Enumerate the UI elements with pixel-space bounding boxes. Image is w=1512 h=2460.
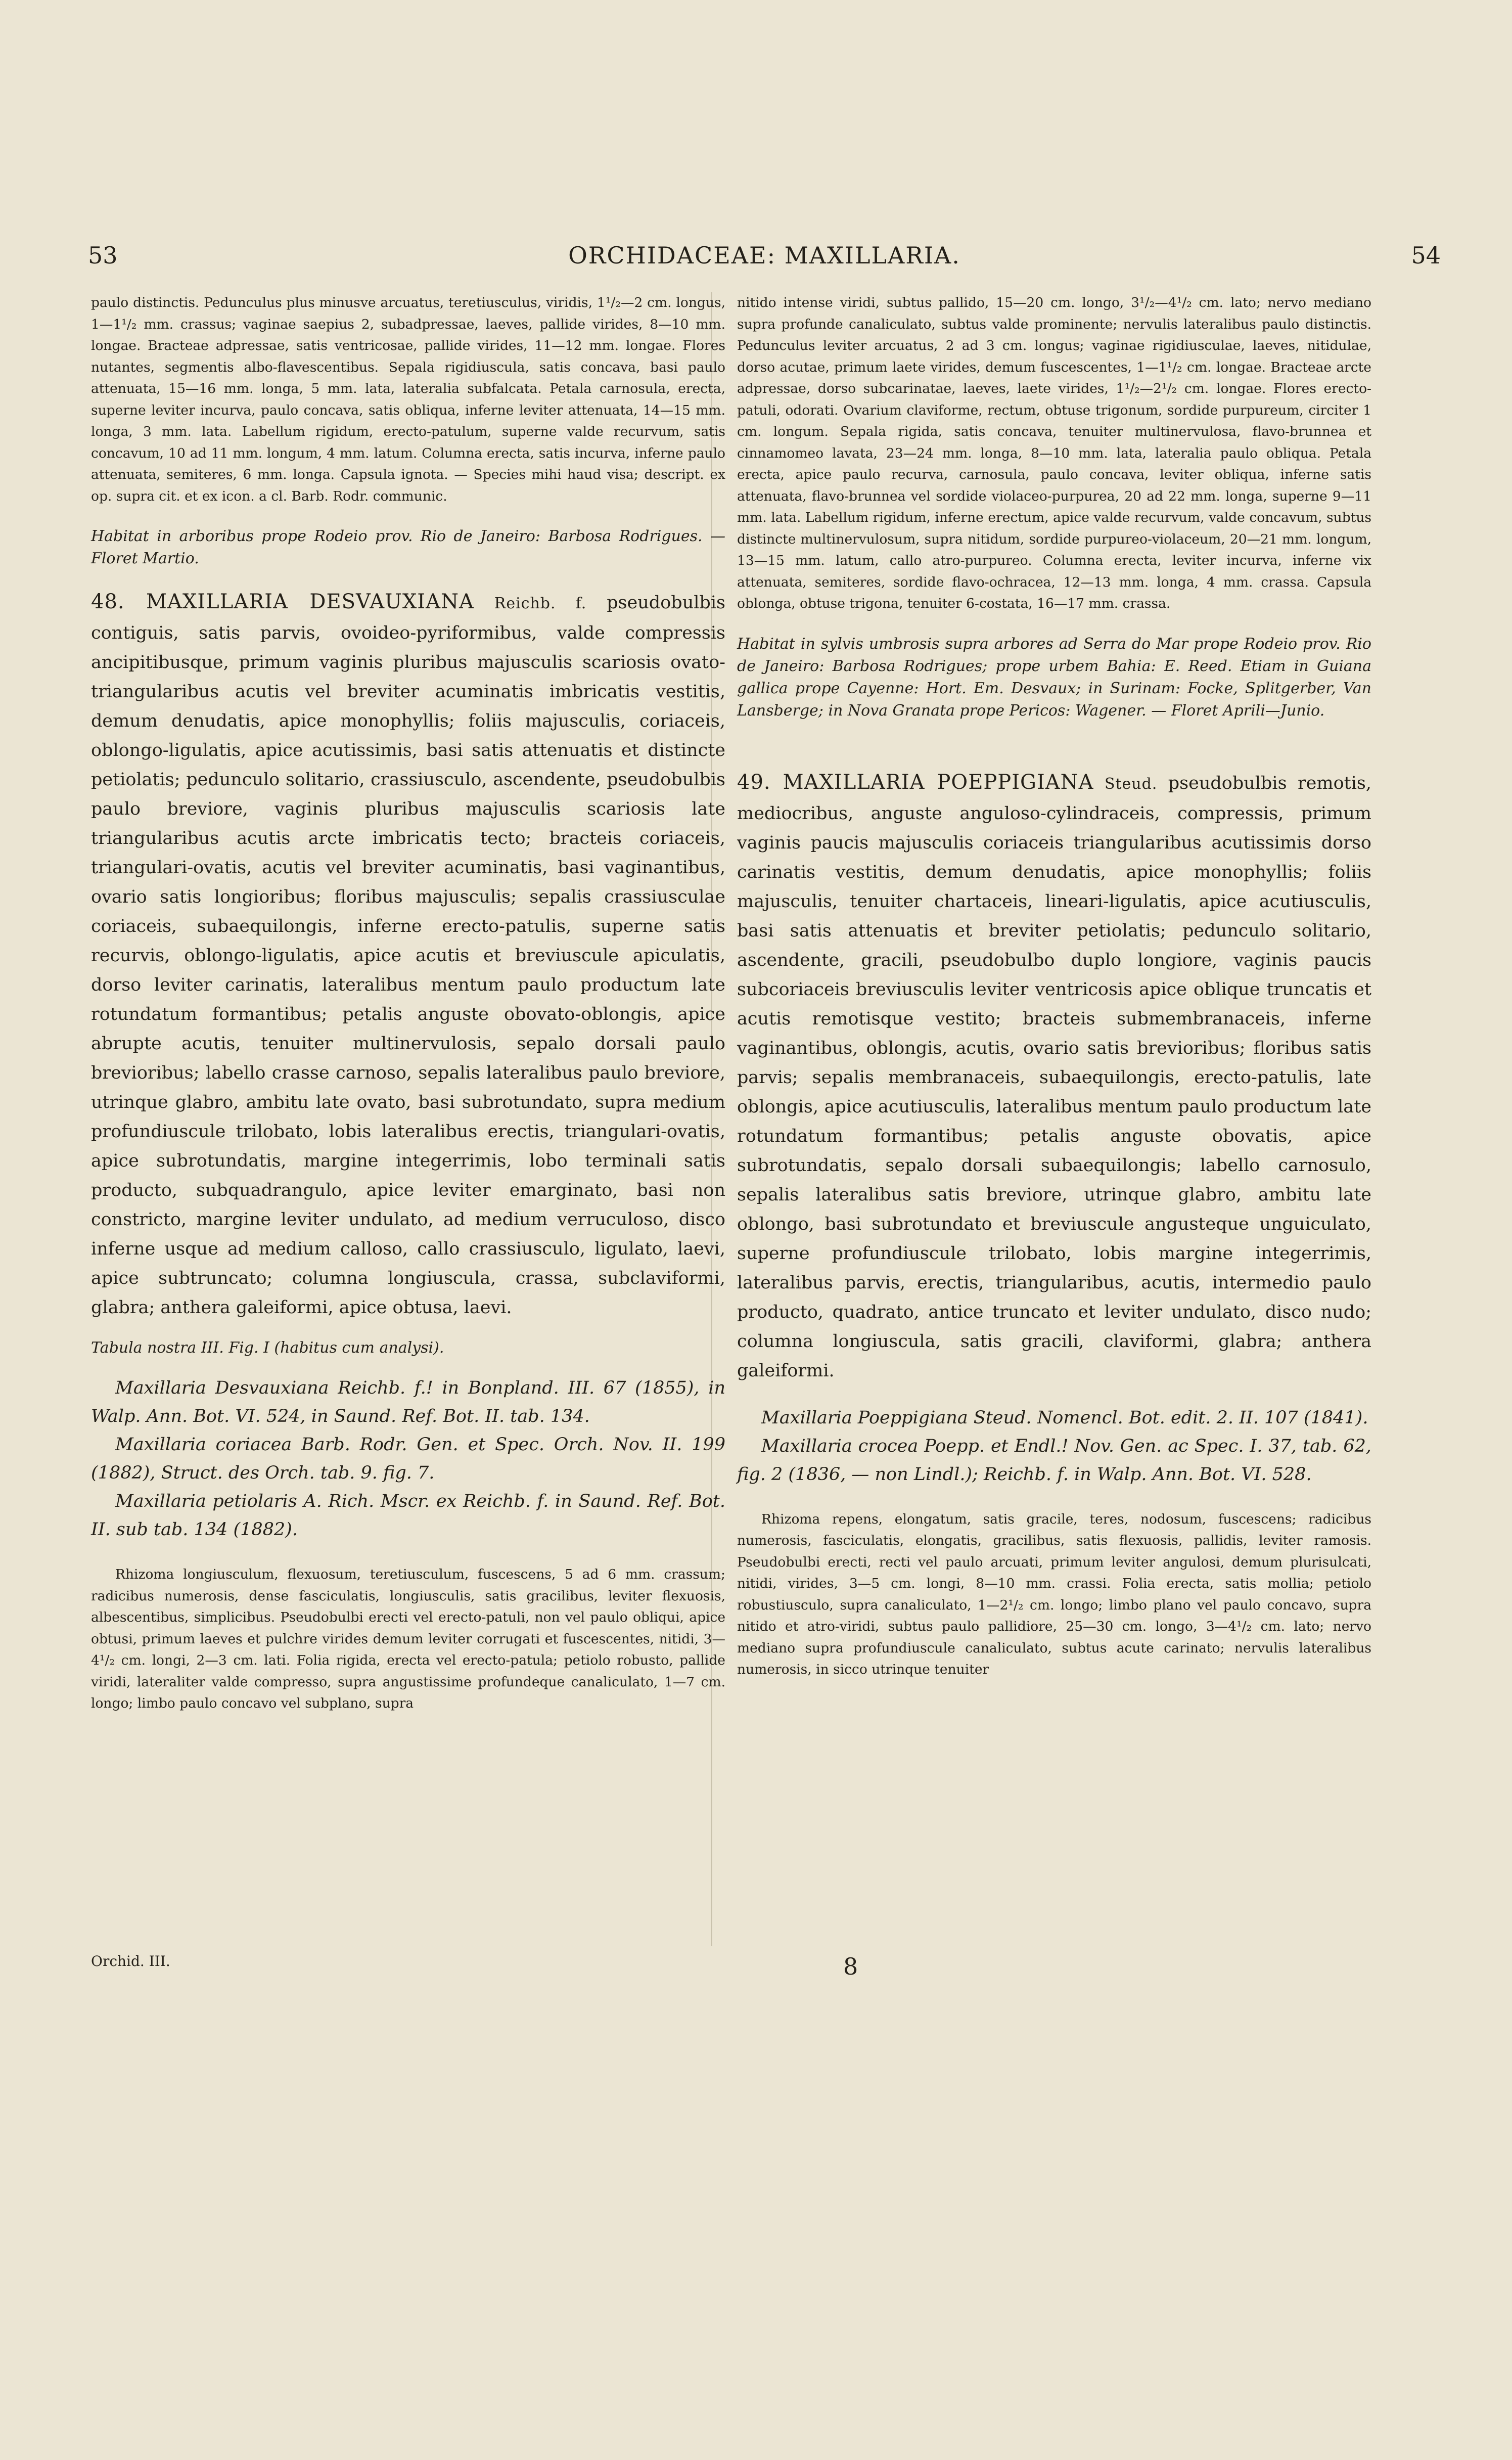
sheet-signature: 8 [843,1953,858,1980]
species-heading: 48. MAXILLARIA DESVAUXIANA [91,590,474,613]
species-author: Reichb. f. [494,595,587,612]
synonym: Maxillaria petiolaris A. Rich. Mscr. ex Reichb. f. in Saund. Ref. Bot. II. sub tab. 134 (1882). [91,1491,725,1540]
rhizome-description: Rhizoma repens, elongatum, satis gracile, teres, nodosum, fuscescens; radicibus numerosis, fasciculatis, elongatis, gracilibus, satis flexuosis, pallidis, leviter ramosis. Pseudobulbi erecti, recti vel paulo arcuati, primum leviter angulosi, demum plurisulcati, nitidi, virides, 3—5 cm. longi, 8—10 mm. crassi. Folia erecta, satis mollia; petiolo robustiusculo, supra canaliculato, 1—2¹/₂ cm. longo; limbo plano vel paulo concavo, supra nitido et atro-viridi, subtus paulo pallidiore, 25—30 cm. longo, 3—4¹/₂ cm. lato; nervo mediano supra profundiuscule canaliculato, subtus acute carinato; nervulis lateralibus numerosis, in sicco utrinque tenuiter [737,1511,1371,1677]
habitat-note: Habitat in arboribus prope Rodeio prov. Rio de Janeiro: Barbosa Rodrigues. — Floret Martio. [91,527,725,567]
synonym: Maxillaria crocea Poepp. et Endl.! Nov. Gen. ac Spec. I. 37, tab. 62, fig. 2 (1836, — non Lindl.); Reichb. f. in Walp. Ann. Bot. VI. 528. [737,1436,1371,1485]
right-column [737,292,1371,1681]
left-column [91,292,725,1715]
plate-reference: Tabula nostra III. Fig. I (habitus cum analysi). [91,1339,444,1357]
species-description [737,768,1371,1385]
page-header [88,242,1441,277]
description-text: pseudobulbis contiguis, satis parvis, ovoideo-pyriformibus, valde compressis ancipitibusque, primum vaginis pluribus majusculis scariosis ovato-triangularibus acutis vel breviter acuminatis imbricatis vestitis, demum denudatis, apice monophyllis; foliis majusculis, coriaceis, oblongo-ligulatis, apice acutissimis, basi satis attenuatis et distincte petiolatis; pedunculo solitario, crassiusculo, ascendente, pseudobulbis paulo breviore, vaginis pluribus majusculis scariosis late triangularibus acutis arcte imbricatis tecto; bracteis coriaceis, triangulari-ovatis, acutis vel breviter acuminatis, basi vaginantibus, ovario satis longioribus; floribus majusculis; sepalis crassiusculae coriaceis, subaequilongis, inferne erecto-patulis, superne satis recurvis, oblongo-ligulatis, apice acutis et breviuscule apiculatis, dorso leviter carinatis, lateralibus mentum paulo productum late rotundatum formantibus; petalis anguste obovato-oblongis, apice abrupte acutis, tenuiter multinervulosis, sepalo dorsali paulo brevioribus; labello crasse carnoso, sepalis lateralibus paulo breviore, utrinque glabro, ambitu late ovato, basi subrotundato, supra medium profundiuscule trilobato, lobis lateralibus erectis, triangulari-ovatis, apice subrotundatis, margine integerrimis, lobo terminali satis producto, subquadrangulo, apice leviter emarginato, basi non constricto, margine leviter undulato, ad medium verruculoso, disco inferne usque ad medium calloso, callo crassiusculo, ligulato, laevi, apice subtruncato; columna longiuscula, crassa, subclaviformi, glabra; anthera galeiformi, apice obtusa, laevi. [91,593,725,1318]
rhizome-description: Rhizoma longiusculum, flexuosum, teretiusculum, fuscescens, 5 ad 6 mm. crassum; radicibus numerosis, dense fasciculatis, longiusculis, satis gracilibus, leviter flexuosis, albescentibus, simplicibus. Pseudobulbi erecti vel erecto-patuli, non vel paulo obliqui, apice obtusi, primum laeves et pulchre virides demum leviter corrugati et fuscescentes, nitidi, 3—4¹/₂ cm. longi, 2—3 cm. lati. Folia rigida, erecta vel erecto-patula; petiolo robusto, pallide viridi, lateraliter valde compresso, supra angustissime profundeque canaliculato, 1—7 cm. longo; limbo paulo concavo vel subplano, supra [91,1567,725,1711]
species-description [91,587,725,1322]
running-head: ORCHIDACEAE: MAXILLARIA. [568,242,960,269]
habitat-note: Habitat in sylvis umbrosis supra arbores ad Serra do Mar prope Rodeio prov. Rio de Janeiro: Barbosa Rodrigues; prope urbem Bahia: E. Reed. Etiam in Guiana gallica prope Cayenne: Hort. Em. Desvaux; in Surinam: Focke, Splitgerber, Van Lansberge; in Nova Granata prope Pericos: Wagener. — Floret Aprili—Junio. [737,635,1371,720]
continued-description: paulo distinctis. Pedunculus plus minusve arcuatus, teretiusculus, viridis, 1¹/₂—2 cm. longus, 1—1¹/₂ mm. crassus; vaginae saepius 2, subadpressae, laeves, pallide virides, 8—10 mm. longae. Bracteae adpressae, satis ventricosae, pallide virides, 11—12 mm. longae. Flores nutantes, segmentis albo-flavescentibus. Sepala rigidiuscula, satis concava, basi paulo attenuata, 15—16 mm. longa, 5 mm. lata, lateralia subfalcata. Petala carnosula, erecta, superne leviter incurva, paulo concava, satis obliqua, inferne leviter attenuata, 14—15 mm. longa, 3 mm. lata. Labellum rigidum, erecto-patulum, superne valde recurvum, satis concavum, 10 ad 11 mm. longum, 4 mm. latum. Columna erecta, satis incurva, inferne paulo attenuata, semiteres, 6 mm. longa. Capsula ignota. — Species mihi haud visa; descript. ex op. supra cit. et ex icon. a cl. Barb. Rodr. communic. [91,295,725,504]
synonym: Maxillaria Desvauxiana Reichb. f.! in Bonpland. III. 67 (1855), in Walp. Ann. Bot. VI. 524, in Saund. Ref. Bot. II. tab. 134. [91,1378,725,1426]
footer-signature-mark: Orchid. III. [91,1953,170,1970]
species-heading: 49. MAXILLARIA POEPPIGIANA [737,770,1094,794]
description-text: pseudobulbis remotis, mediocribus, anguste anguloso-cylindraceis, compressis, primum vaginis paucis majusculis coriaceis triangularibus acutissimis dorso carinatis vestitis, demum denudatis, apice monophyllis; foliis majusculis, tenuiter chartaceis, lineari-ligulatis, apice acutiusculis, basi satis attenuatis et breviter petiolatis; pedunculo solitario, ascendente, gracili, pseudobulbo duplo longiore, vaginis paucis subcoriaceis breviusculis leviter ventricosis apice oblique truncatis et acutis remotisque vestito; bracteis submembranaceis, inferne vaginantibus, oblongis, acutis, ovario satis brevioribus; floribus satis parvis; sepalis membranaceis, subaequilongis, erecto-patulis, late oblongis, apice acutiusculis, lateralibus mentum paulo productum late rotundatum formantibus; petalis anguste obovatis, apice subrotundatis, sepalo dorsali subaequilongis; labello carnosulo, sepalis lateralibus satis breviore, utrinque glabro, ambitu late oblongo, basi subrotundato et breviuscule angusteque unguiculato, superne profundiuscule trilobato, lobis margine integerrimis, lateralibus parvis, erectis, triangularibus, acutis, intermedio paulo producto, quadrato, antice truncato et leviter undulato, disco nudo; columna longiuscula, satis gracili, claviformi, glabra; anthera galeiformi. [737,773,1371,1381]
species-author: Steud. [1104,775,1158,793]
continued-description: nitido intense viridi, subtus pallido, 15—20 cm. longo, 3¹/₂—4¹/₂ cm. lato; nervo mediano supra profunde canaliculato, subtus valde prominente; nervulis lateralibus paulo distinctis. Pedunculus leviter arcuatus, 2 ad 3 cm. longus; vaginae rigidiusculae, laeves, nitidulae, dorso acutae, primum laete virides, demum fuscescentes, 1—1¹/₂ cm. longae. Bracteae arcte adpressae, dorso subcarinatae, laeves, laete virides, 1¹/₂—2¹/₂ cm. longae. Flores erecto-patuli, odorati. Ovarium claviforme, rectum, obtuse trigonum, sordide purpureum, circiter 1 cm. longum. Sepala rigida, satis concava, tenuiter multinervulosa, flavo-brunnea et cinnamomeo lavata, 23—24 mm. longa, 8—10 mm. lata, lateralia paulo obliqua. Petala erecta, apice paulo recurva, carnosula, paulo concava, leviter obliqua, inferne satis attenuata, flavo-brunnea vel sordide violaceo-purpurea, 20 ad 22 mm. longa, superne 9—11 mm. lata. Labellum rigidum, inferne erectum, apice valde recurvum, valde concavum, subtus distincte multinervulosum, supra nitidum, sordide purpureo-violaceum, 20—21 mm. longum, 13—15 mm. latum, callo atro-purpureo. Columna erecta, leviter incurva, inferne vix attenuata, semiteres, sordide flavo-ochracea, 12—13 mm. longa, 4 mm. crassa. Capsula oblonga, obtuse trigona, tenuiter 6-costata, 16—17 mm. crassa. [737,295,1371,611]
synonym: Maxillaria Poeppigiana Steud. Nomencl. Bot. edit. 2. II. 107 (1841). [761,1407,1368,1428]
synonym: Maxillaria coriacea Barb. Rodr. Gen. et Spec. Orch. Nov. II. 199 (1882), Struct. des Orch. tab. 9. fig. 7. [91,1435,725,1483]
page-number-right: 54 [1411,242,1441,269]
page-number-left: 53 [88,242,118,269]
